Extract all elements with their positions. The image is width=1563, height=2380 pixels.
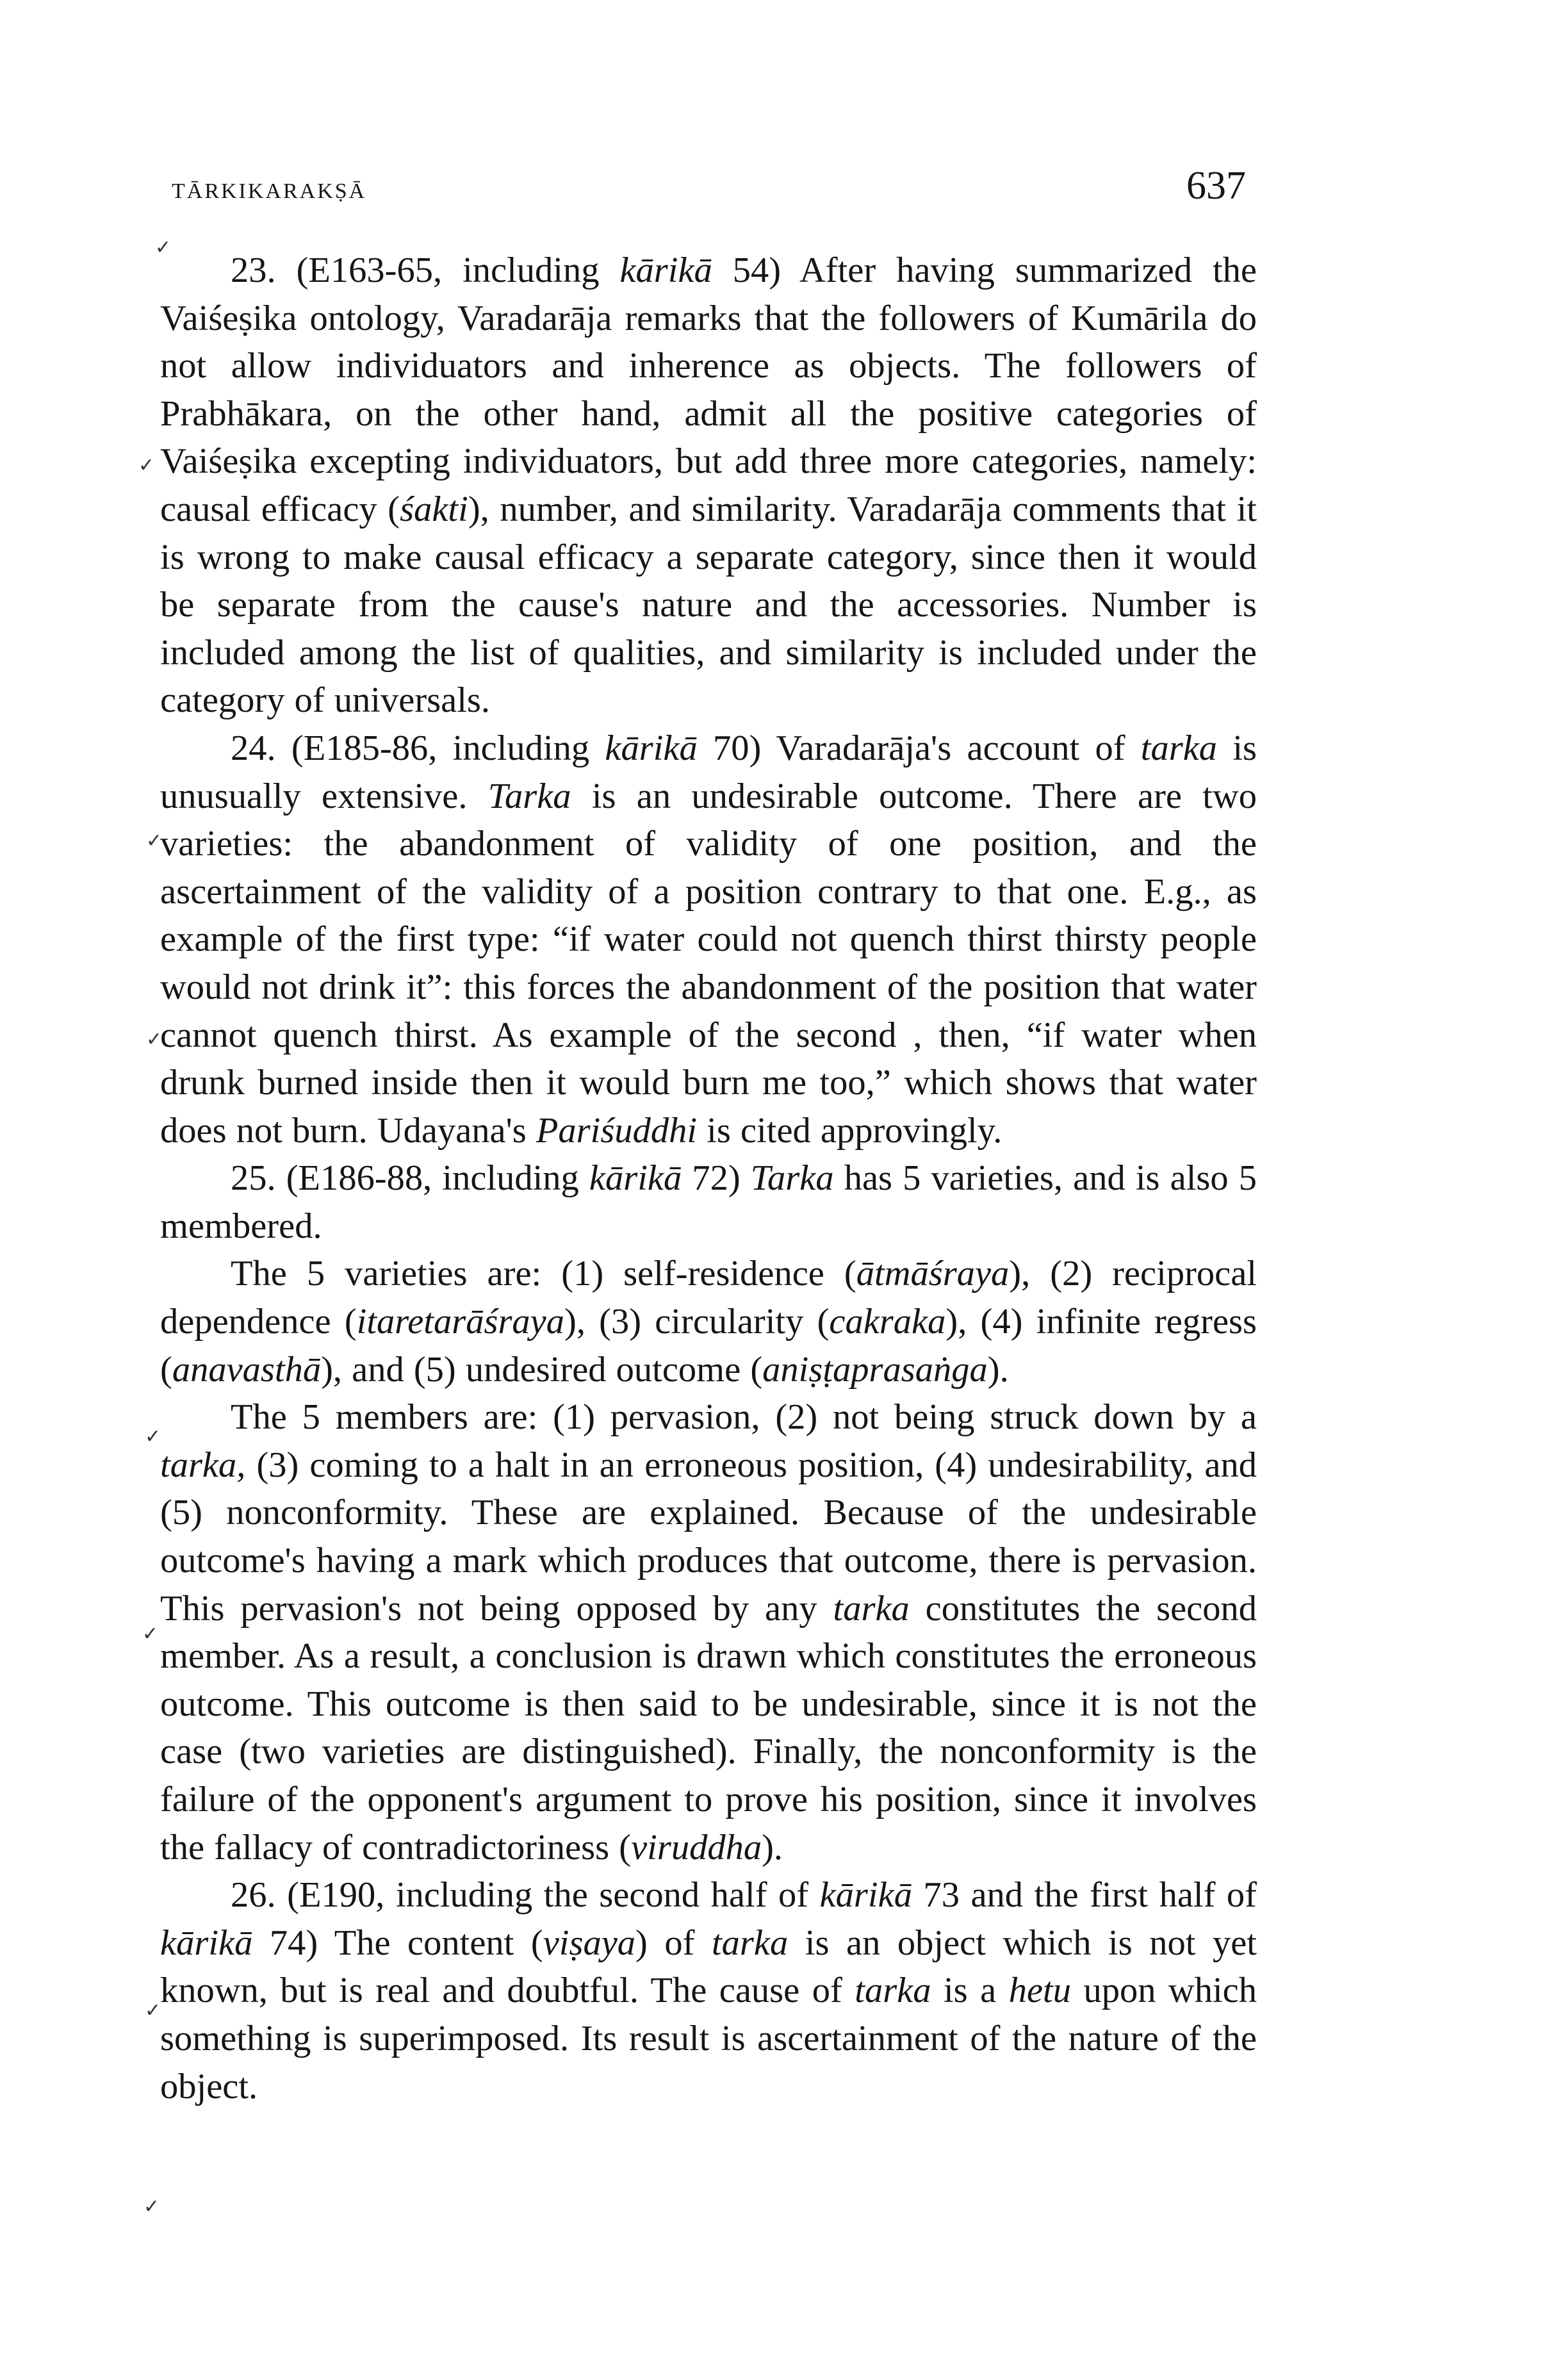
text-run: ). [762,1827,783,1867]
italic-term: Pariśuddhi [536,1110,698,1151]
page-number: 637 [1186,164,1246,208]
italic-term: anavasthā [172,1349,322,1390]
italic-term: tarka [1140,728,1218,768]
paragraph-24 [160,725,1257,1154]
paragraph-23 [160,247,1257,725]
text-run: is unusually extensive. [160,728,1257,816]
paragraph-varieties [160,1250,1257,1393]
italic-term: itaretarāśraya [356,1302,565,1342]
margin-mark: ✓ [146,1029,163,1050]
margin-mark: ✓ [145,1426,161,1447]
italic-term: kārikā [619,250,712,290]
text-run: 54) After having summarized the Vaiśeṣika ontology, Varadarāja remarks that the followers of Kumārila do not allow individuators and inherence as objects. The followers of Prabhākara, on the other hand, admit all the positive categories of Vaiśeṣika excepting individuators, but add three more categories, namely: causal efficacy ( [160,250,1257,529]
text-run: 72) [682,1158,751,1199]
text-run: is an undesirable outcome. There are two varieties: the abandonment of validity of one position, and the ascertainment of the validity of a position contrary to that one. E.g., as example of the first type: “if water could not quench thirst thirsty people would not drink it”: this forces the abandonment of the position that water cannot quench thirst. As example of the second , then, “if water when drunk burned inside then it would burn me too,” which shows that water does not burn. Udayana's [160,776,1257,1151]
text-run: 24. (E185-86, including [231,728,605,768]
margin-mark: ✓ [138,455,155,476]
text-run: (3) coming to a halt in an erroneous position, (4) undesirability, and (5) nonconformity. These are explained. Because of the undesirable outcome's having a mark which produces that outcome, there is pervasion. This pervasion's not being opposed by any [160,1445,1257,1629]
text-run: ) of [635,1923,712,1963]
text-run: 73 and the first half of [912,1875,1257,1916]
italic-term: viṣaya [543,1923,636,1963]
text-run: is an object which is not yet known, but is real and doubtful. The cause of [160,1923,1257,2011]
text-run: 74) The content ( [252,1923,543,1963]
text-run: has 5 varieties, and is also 5 membered. [160,1158,1257,1246]
text-run: ), and (5) undesired outcome ( [321,1349,763,1390]
italic-term: śakti [400,489,468,529]
text-run: ), (4) infinite regress ( [160,1302,1257,1390]
italic-term: tarka, [160,1445,246,1485]
text-run: is a [931,1971,1009,2011]
margin-mark: ✓ [143,2196,160,2217]
margin-mark: ✓ [142,1623,159,1645]
italic-term: kārikā [605,728,698,768]
italic-term: aniṣṭaprasaṅga [762,1349,988,1390]
body-text [160,247,1257,2110]
italic-term: kārikā [160,1923,253,1963]
text-run: 23. (E163-65, including [231,250,620,290]
text-run: The 5 varieties are: (1) self-residence ( [231,1254,856,1294]
text-run: constitutes the second member. As a result, a conclusion is drawn which constitutes the erroneous outcome. This outcome is then said to be undesirable, since it is not the case (two varieties are distinguished). Finally, the nonconformity is the failure of the opponent's argument to prove his position, since it involves the fallacy of contradictoriness ( [160,1588,1257,1867]
paragraph-members [160,1393,1257,1871]
text-run: is cited approvingly. [697,1110,1002,1151]
margin-mark: ✓ [146,830,163,851]
paragraph-25 [160,1154,1257,1250]
text-run: The 5 members are: (1) pervasion, (2) not being struck down by a [231,1397,1257,1438]
text-run: upon which something is superimposed. Its result is ascertainment of the nature of the object. [160,1971,1257,2106]
text-run: ). [987,1349,1009,1390]
italic-term: Tarka [487,776,571,816]
italic-term: hetu [1008,1971,1071,2011]
italic-term: tarka [711,1923,789,1963]
italic-term: Tarka [750,1158,834,1199]
italic-term: tarka [833,1588,910,1629]
italic-term: kārikā [819,1875,912,1916]
italic-term: tarka [855,1971,931,2011]
text-run: 25. (E186-88, including [231,1158,589,1199]
margin-mark: ✓ [145,2000,161,2021]
text-run: 26. (E190, including the second half of [231,1875,820,1916]
text-run: ), number, and similarity. Varadarāja comments that it is wrong to make causal efficacy a separate category, since then it would be separate from the cause's nature and the accessories. Number is included among the list of qualities, and similarity is included under the category of universals. [160,489,1257,721]
margin-mark: ✓ [155,237,172,258]
paragraph-26 [160,1871,1257,2110]
italic-term: viruddha [631,1827,762,1867]
text-run: ), (2) reciprocal dependence ( [160,1254,1257,1342]
italic-term: ātmāśraya [856,1254,1010,1294]
text-run: ), (3) circularity ( [564,1302,830,1342]
italic-term: cakraka [829,1302,946,1342]
running-head: TĀRKIKARAKṢĀ [172,179,367,203]
text-run: 70) Varadarāja's account of [697,728,1141,768]
italic-term: kārikā [589,1158,682,1199]
